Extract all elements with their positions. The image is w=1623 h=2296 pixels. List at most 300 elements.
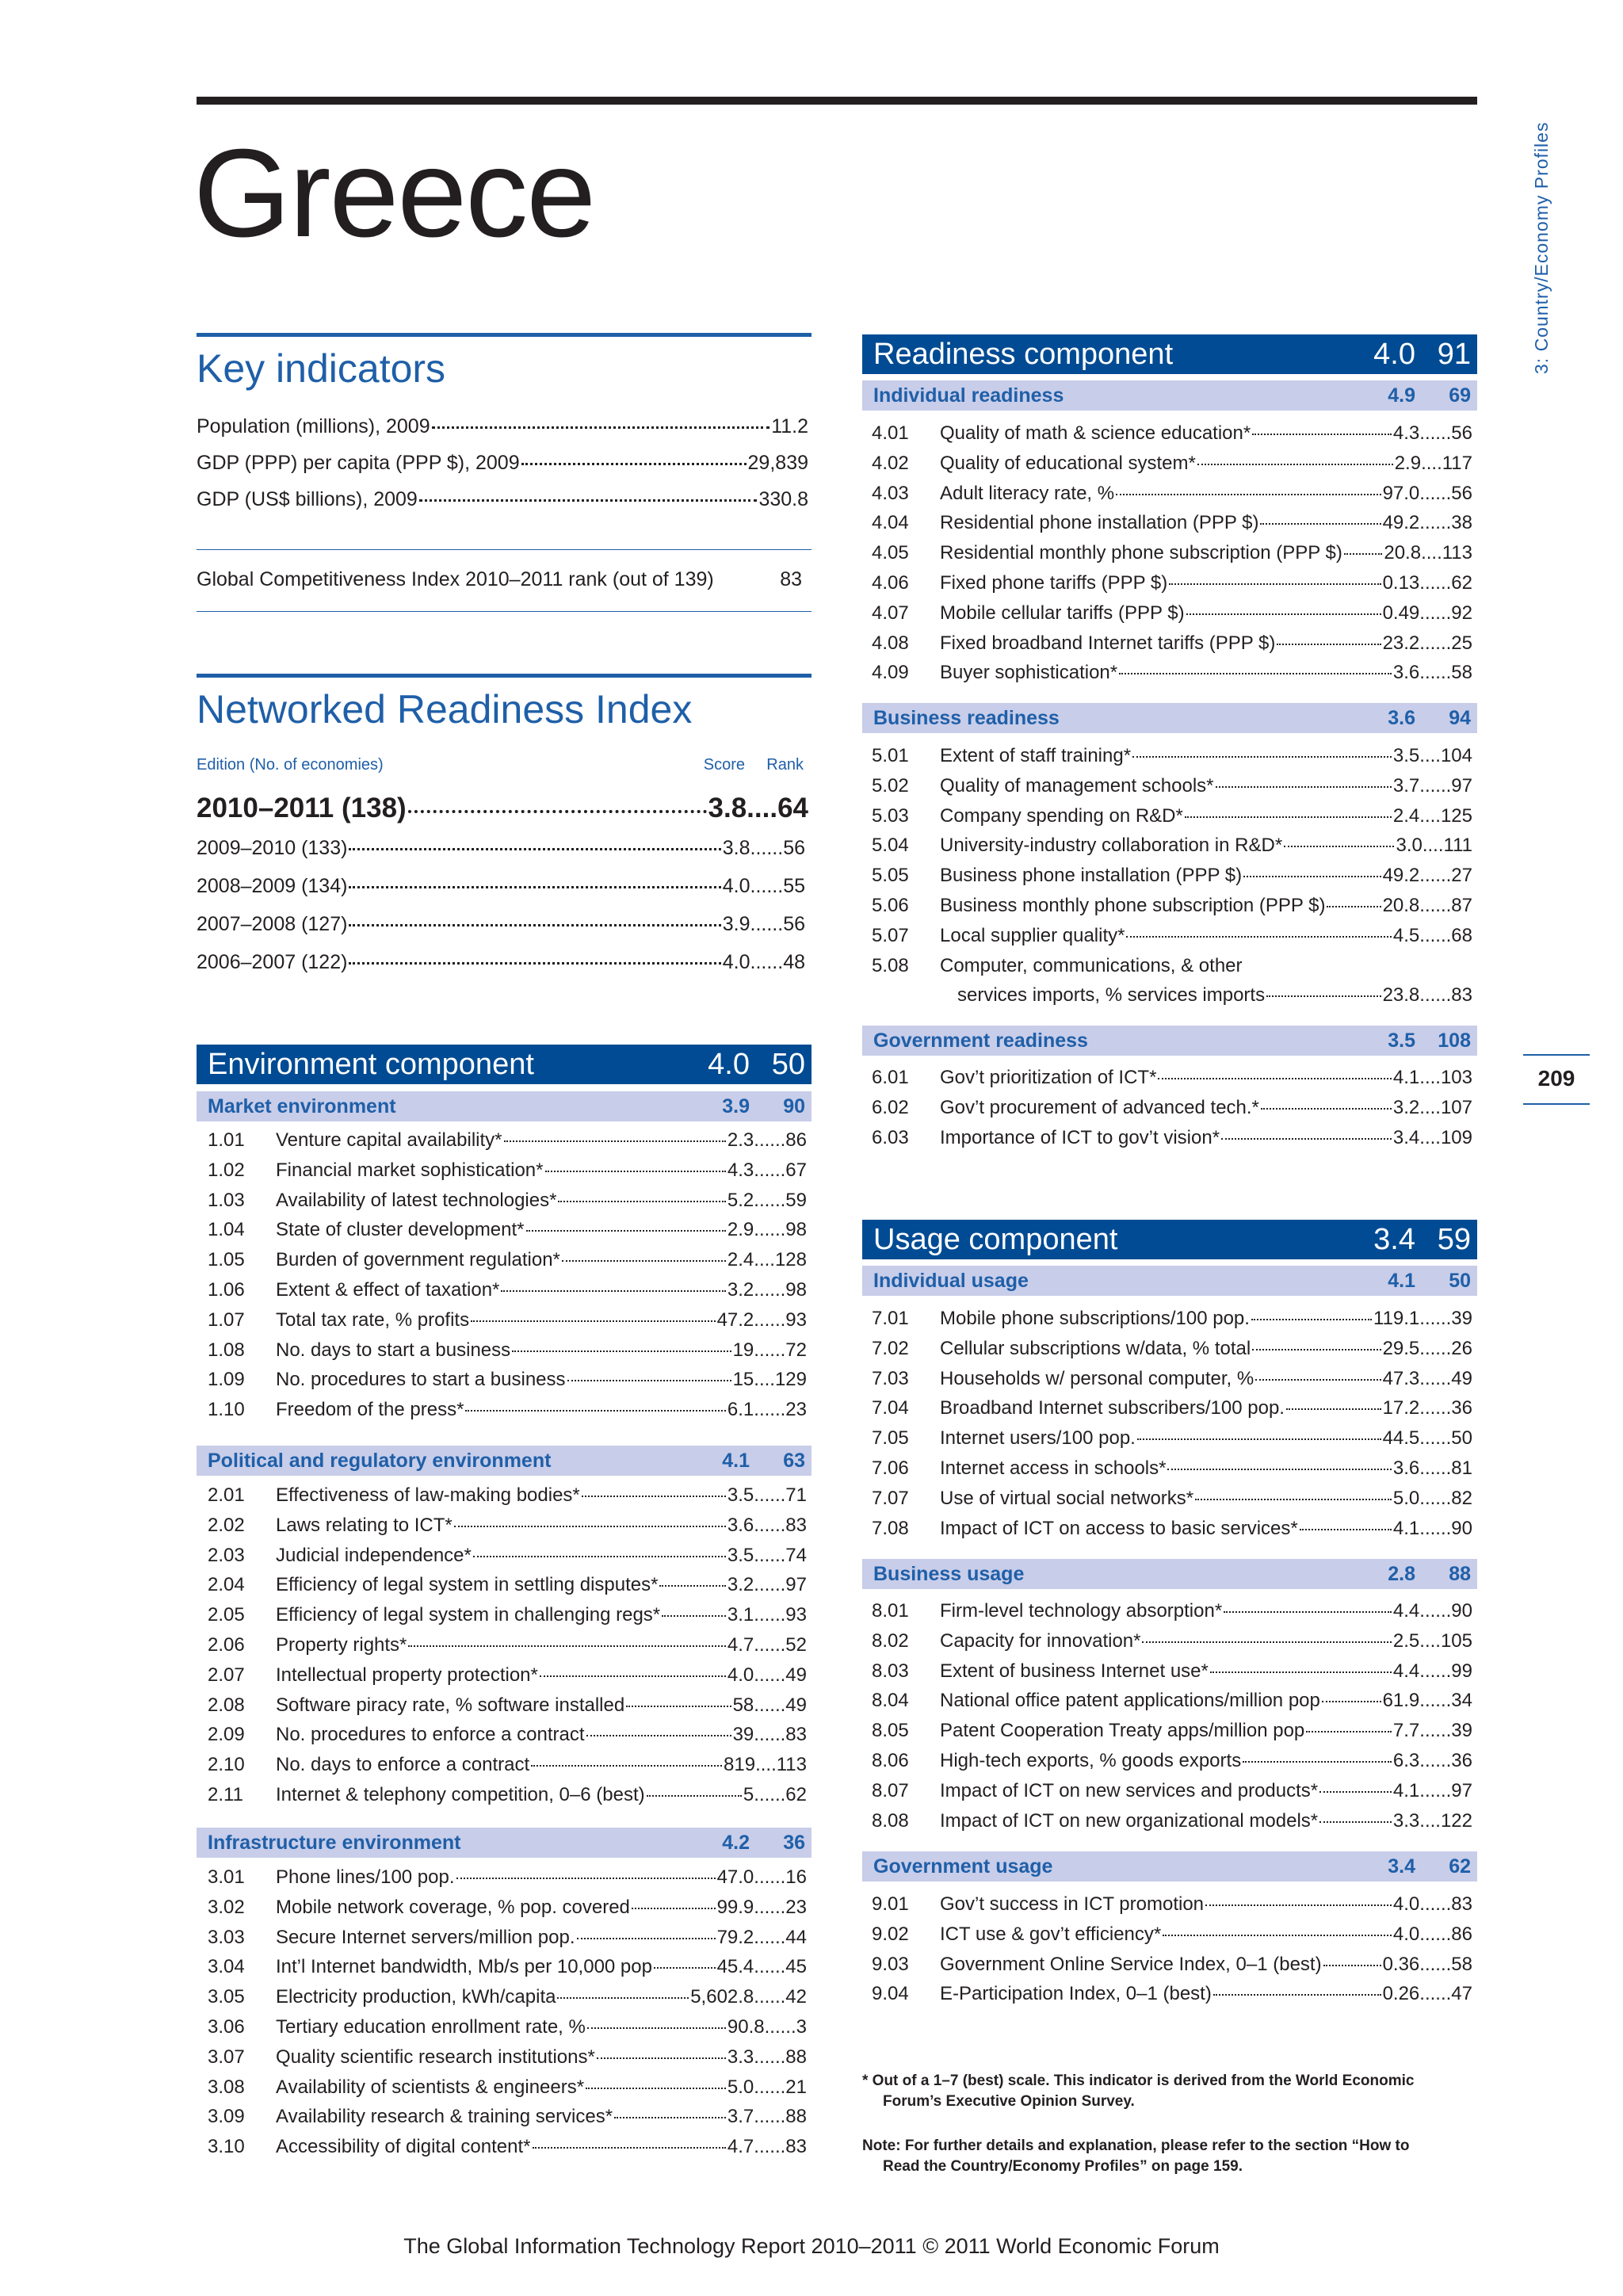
indicator-value: 3.6 <box>1392 662 1420 684</box>
indicator-number: 8.02 <box>872 1629 909 1652</box>
indicator-rank: 98 <box>785 1219 807 1241</box>
indicator-row <box>872 1954 1472 1976</box>
nri-edition: 2008–2009 (134) <box>197 875 348 897</box>
indicator-number: 8.01 <box>872 1600 909 1622</box>
government-readiness <box>862 1026 1477 1056</box>
leader-dots <box>558 1201 725 1202</box>
indicator-row <box>872 1660 1472 1683</box>
indicator-row <box>872 1308 1472 1330</box>
indicator-value: 19 <box>732 1339 754 1361</box>
leader-dots <box>1205 1904 1392 1906</box>
leader-dots <box>1243 1761 1392 1763</box>
indicator-rank: 93 <box>785 1604 807 1626</box>
indicator-label: E-Participation Index, 0–1 (best) <box>940 1983 1212 2005</box>
leader-dots <box>1327 906 1381 907</box>
indicator-row <box>872 453 1472 475</box>
nri-score: 4.0 <box>722 875 750 897</box>
leader-dots: ...... <box>1419 632 1452 654</box>
indicator-rank: 26 <box>1451 1337 1472 1359</box>
indicator-rank: 99 <box>1451 1660 1472 1682</box>
leader-dots: ...... <box>754 2106 786 2128</box>
indicator-rank: 59 <box>785 1189 807 1211</box>
indicator-row <box>872 1518 1472 1540</box>
indicator-value: 23.8 <box>1382 984 1420 1007</box>
indicator-label: Gov’t procurement of advanced tech.* <box>940 1096 1259 1118</box>
nri-edition: 2006–2007 (122) <box>197 951 348 973</box>
nri-current-edition: 2010–2011 (138) <box>197 793 407 823</box>
leader-dots <box>1344 553 1383 555</box>
indicator-row <box>872 775 1472 797</box>
indicator-value: 6.1 <box>727 1399 754 1421</box>
indicator-rank: 86 <box>785 1129 807 1151</box>
indicator-rank: 16 <box>785 1866 807 1888</box>
leader-dots <box>504 1140 726 1142</box>
indicator-row <box>872 1600 1472 1622</box>
indicator-rank: 74 <box>785 1544 807 1566</box>
indicator-rank: 117 <box>1442 452 1472 474</box>
indicator-label-continued: services imports, % services imports <box>957 984 1266 1007</box>
leader-dots: ...... <box>1419 1660 1452 1682</box>
indicator-label: Financial market sophistication* <box>276 1159 544 1181</box>
leader-dots: ...... <box>1419 1983 1452 2005</box>
indicator-label: University-industry collaboration in R&D* <box>940 835 1283 857</box>
indicator-number: 5.03 <box>872 804 909 827</box>
indicator-rank: 67 <box>785 1159 807 1181</box>
indicator-value: 3.3 <box>1392 1809 1420 1832</box>
indicator-row <box>872 1397 1472 1419</box>
leader-dots: ...... <box>764 2016 796 2038</box>
indicator-label: Electricity production, kWh/capita <box>276 1986 556 2008</box>
indicator-row <box>872 1067 1472 1089</box>
indicator-rank: 83 <box>785 1724 807 1746</box>
key-indicator-row <box>197 452 808 475</box>
leader-dots: ...... <box>754 1399 786 1421</box>
indicator-number: 9.01 <box>872 1893 909 1915</box>
environment-component-score: 4.0 <box>708 1047 750 1081</box>
leader-dots <box>540 1675 726 1677</box>
individual-readiness <box>862 380 1477 411</box>
indicator-row <box>208 1399 807 1421</box>
leader-dots: ...... <box>1419 1517 1452 1539</box>
indicator-label: Computer, communications, & other <box>940 954 1243 976</box>
indicator-label: Availability research & training services* <box>276 2106 613 2128</box>
indicator-value: 3.7 <box>727 2106 754 2128</box>
indicator-label: Secure Internet servers/million pop. <box>276 1926 575 1948</box>
nri-history-row <box>197 837 808 860</box>
indicator-number: 5.07 <box>872 924 909 946</box>
leader-dots <box>647 1795 742 1797</box>
indicator-value: 3.2 <box>727 1574 754 1596</box>
indicator-value: 3.4 <box>1392 1126 1420 1148</box>
leader-dots: ...... <box>1419 1397 1452 1419</box>
indicator-rank: 62 <box>785 1784 807 1805</box>
indicator-rank: 49 <box>1451 1367 1472 1389</box>
indicator-value: 0.49 <box>1382 602 1420 624</box>
indicator-rank: 36 <box>1451 1397 1472 1419</box>
leader-dots: ...... <box>1419 895 1452 916</box>
infrastructure-environment-title: Infrastructure environment <box>208 1831 461 1854</box>
indicator-rank: 44 <box>785 1926 807 1948</box>
indicator-number: 1.09 <box>208 1369 245 1391</box>
indicator-row-continued <box>957 984 1472 1007</box>
indicator-number: 8.03 <box>872 1660 909 1682</box>
indicator-label: Quality of management schools* <box>940 774 1214 797</box>
indicator-number: 7.08 <box>872 1517 909 1539</box>
indicator-label: Capacity for innovation* <box>940 1629 1141 1652</box>
indicator-value: 3.5 <box>727 1544 754 1566</box>
indicator-row <box>208 1574 807 1596</box>
leader-dots <box>501 1290 726 1292</box>
indicator-label: Mobile cellular tariffs (PPP $) <box>940 602 1185 624</box>
individual-readiness-rank: 69 <box>1449 384 1471 407</box>
indicator-value: 4.3 <box>727 1159 754 1181</box>
leader-dots: .... <box>1419 804 1441 827</box>
key-indicator-row <box>197 415 808 438</box>
leader-dots: ...... <box>754 1694 786 1716</box>
environment-component-rank: 50 <box>771 1047 805 1081</box>
indicator-value: 4.1 <box>1392 1067 1420 1088</box>
indicator-number: 7.01 <box>872 1308 909 1329</box>
indicator-label: Gov’t success in ICT promotion <box>940 1893 1205 1915</box>
indicator-value: 3.5 <box>1392 745 1420 766</box>
individual-usage-title: Individual usage <box>873 1269 1029 1292</box>
indicator-label: Accessibility of digital content* <box>276 2136 531 2158</box>
leader-dots <box>533 2147 726 2149</box>
leader-dots: .... <box>1419 745 1441 766</box>
leader-dots <box>454 1526 726 1527</box>
indicator-value: 0.26 <box>1382 1983 1420 2005</box>
indicator-value: 7.7 <box>1392 1720 1420 1742</box>
gci-label: Global Competitiveness Index 2010–2011 rank (out of 139) <box>197 568 714 590</box>
indicator-label: Internet access in schools* <box>940 1457 1167 1479</box>
usage-component-score: 3.4 <box>1373 1222 1415 1256</box>
indicator-number: 5.01 <box>872 745 909 766</box>
indicator-label: Fixed phone tariffs (PPP $) <box>940 572 1168 594</box>
indicator-label: Availability of scientists & engineers* <box>276 2076 585 2098</box>
indicator-rank: 105 <box>1440 1629 1472 1652</box>
indicator-label: Availability of latest technologies* <box>276 1189 557 1211</box>
indicator-rank: 23 <box>785 1399 807 1421</box>
leader-dots <box>1224 1611 1392 1613</box>
business-usage-rank: 88 <box>1449 1562 1471 1585</box>
indicator-label: Mobile network coverage, % pop. covered <box>276 1896 630 1918</box>
indicator-row <box>208 1369 807 1391</box>
gci-value: 83 <box>780 568 802 590</box>
indicator-row <box>872 1338 1472 1360</box>
indicator-number: 2.02 <box>208 1514 245 1536</box>
indicator-number: 6.01 <box>872 1067 909 1088</box>
indicator-number: 1.05 <box>208 1249 245 1271</box>
indicator-label: Impact of ICT on new services and products* <box>940 1779 1319 1801</box>
nri-col-edition: Edition (No. of economies) <box>197 756 384 774</box>
indicator-row <box>872 1097 1472 1119</box>
indicator-label: Tertiary education enrollment rate, % <box>276 2016 586 2038</box>
leader-dots: ...... <box>1419 865 1452 887</box>
indicator-rank: 128 <box>774 1249 807 1271</box>
indicator-number: 2.10 <box>208 1754 245 1776</box>
government-usage-score: 3.4 <box>1388 1855 1415 1878</box>
leader-dots <box>1126 936 1391 938</box>
further-note: Note: For further details and explanation, please refer to the section “How to Read the Country/Economy Profiles” on page 159. <box>862 2137 1410 2175</box>
indicator-row <box>208 1279 807 1301</box>
indicator-row <box>208 1694 807 1717</box>
leader-dots: ...... <box>754 1724 786 1746</box>
indicator-rank: 107 <box>1440 1096 1472 1118</box>
indicator-rank: 50 <box>1451 1427 1472 1450</box>
nri-rank: 48 <box>783 951 805 973</box>
indicator-number: 1.01 <box>208 1129 245 1151</box>
indicator-rank: 58 <box>1451 662 1472 684</box>
indicator-number: 3.10 <box>208 2136 245 2158</box>
indicator-value: 5.0 <box>727 2076 754 2098</box>
indicator-label: No. procedures to start a business <box>276 1369 566 1391</box>
leader-dots: ...... <box>1419 572 1452 594</box>
leader-dots: ...... <box>754 1159 786 1181</box>
indicator-row <box>872 662 1472 684</box>
indicator-label: Internet & telephony competition, 0–6 (best) <box>276 1784 645 1805</box>
business-usage-score: 2.8 <box>1388 1562 1415 1585</box>
leader-dots <box>512 1350 731 1352</box>
leader-dots <box>1186 613 1381 615</box>
leader-dots: ...... <box>754 1279 786 1301</box>
indicator-value: 2.4 <box>1392 804 1420 827</box>
indicator-rank: 23 <box>785 1896 807 1918</box>
indicator-label: Extent of staff training* <box>940 745 1132 766</box>
indicator-value: 47.2 <box>716 1308 754 1331</box>
indicator-label: Use of virtual social networks* <box>940 1487 1194 1509</box>
indicator-rank: 49 <box>785 1694 807 1716</box>
indicator-label: Gov’t prioritization of ICT* <box>940 1067 1157 1088</box>
indicator-rank: 83 <box>1451 984 1472 1007</box>
indicator-value: 4.4 <box>1392 1660 1420 1682</box>
indicator-number: 1.08 <box>208 1339 245 1361</box>
usage-component <box>862 1220 1477 1259</box>
indicator-label: Phone lines/100 pop. <box>276 1866 455 1888</box>
leader-dots <box>432 426 770 429</box>
indicator-label: Intellectual property protection* <box>276 1664 538 1686</box>
leader-dots <box>562 1260 726 1262</box>
indicator-number: 2.04 <box>208 1574 245 1596</box>
individual-readiness-score: 4.9 <box>1388 384 1415 407</box>
indicator-number: 3.07 <box>208 2046 245 2068</box>
leader-dots <box>408 810 707 813</box>
section-side-tab: 3: Country/Economy Profiles <box>1531 121 1552 374</box>
indicator-value: 119.1 <box>1373 1308 1420 1329</box>
indicator-value: 4.1 <box>1392 1517 1420 1539</box>
indicator-label: Judicial independence* <box>276 1544 472 1566</box>
indicator-number: 4.06 <box>872 572 909 594</box>
market-environment <box>197 1091 812 1121</box>
leader-dots <box>659 1585 725 1587</box>
indicator-number: 7.05 <box>872 1427 909 1450</box>
indicator-rank: 88 <box>785 2106 807 2128</box>
indicator-row <box>872 1427 1472 1450</box>
leader-dots <box>526 1230 726 1232</box>
indicator-row <box>872 1368 1472 1390</box>
indicator-number: 1.02 <box>208 1159 245 1181</box>
leader-dots <box>662 1615 726 1617</box>
leader-dots: .... <box>1421 542 1442 564</box>
indicator-row <box>872 1983 1472 2005</box>
indicator-rank: 58 <box>1451 1953 1472 1975</box>
indicator-row <box>872 422 1472 445</box>
indicator-value: 4.1 <box>1392 1779 1420 1801</box>
indicator-number: 4.02 <box>872 452 909 474</box>
indicator-label: Quality of educational system* <box>940 452 1196 474</box>
nri-edition: 2007–2008 (127) <box>197 913 348 935</box>
indicator-label: Venture capital availability* <box>276 1129 502 1151</box>
nri-history-row <box>197 951 808 974</box>
leader-dots <box>531 1765 722 1767</box>
nri-history-row <box>197 913 808 936</box>
indicator-value: 20.8 <box>1382 895 1420 916</box>
political-regulatory-environment-score: 4.1 <box>722 1449 750 1472</box>
indicator-value: 39 <box>732 1724 754 1746</box>
leader-dots <box>1300 1529 1392 1530</box>
indicator-rank: 39 <box>1451 1720 1472 1742</box>
indicator-number: 2.08 <box>208 1694 245 1716</box>
readiness-component-title: Readiness component <box>873 337 1174 371</box>
leader-dots: ...... <box>1419 1337 1452 1359</box>
leader-dots: ...... <box>1419 662 1452 684</box>
indicator-row <box>872 542 1472 564</box>
indicator-rank: 86 <box>1451 1923 1472 1945</box>
indicator-rank: 122 <box>1440 1809 1472 1832</box>
indicator-number: 7.04 <box>872 1397 909 1419</box>
indicator-number: 1.10 <box>208 1399 245 1421</box>
leader-dots: .... <box>1421 452 1442 474</box>
leader-dots: ...... <box>754 1926 786 1948</box>
indicator-row <box>872 745 1472 767</box>
leader-dots <box>1158 1078 1391 1079</box>
indicator-number: 6.03 <box>872 1126 909 1148</box>
nri-current-rank: 64 <box>777 793 808 823</box>
key-indicator-value: 330.8 <box>758 488 808 510</box>
leader-dots <box>1210 1671 1392 1673</box>
indicator-rank: 92 <box>1451 602 1472 624</box>
gci-rule-top <box>197 549 812 550</box>
indicator-label: ICT use & gov’t efficiency* <box>940 1923 1162 1945</box>
indicator-number: 7.06 <box>872 1457 909 1479</box>
nri-rank: 56 <box>783 837 805 859</box>
leader-dots: ...... <box>750 913 784 935</box>
indicator-label: Laws relating to ICT* <box>276 1514 453 1536</box>
page-footer: The Global Information Technology Report 2010–2011 © 2011 World Economic Forum <box>403 2234 1220 2258</box>
leader-dots <box>1119 673 1392 674</box>
indicator-value: 47.3 <box>1382 1367 1420 1389</box>
indicator-value: 3.7 <box>1392 774 1420 797</box>
indicator-rank: 3 <box>796 2016 807 2038</box>
indicator-number: 3.03 <box>208 1926 245 1948</box>
page-number-rule-top <box>1523 1054 1590 1056</box>
indicator-label: Adult literacy rate, % <box>940 482 1115 504</box>
government-usage-rank: 62 <box>1449 1855 1471 1878</box>
leader-dots: ...... <box>1419 1720 1452 1742</box>
indicator-label: Efficiency of legal system in settling disputes* <box>276 1574 659 1596</box>
indicator-row <box>872 1810 1472 1832</box>
indicator-rank: 113 <box>776 1754 807 1776</box>
indicator-number: 3.08 <box>208 2076 245 2098</box>
indicator-number: 1.07 <box>208 1308 245 1331</box>
indicator-row <box>208 1309 807 1331</box>
indicator-label: Fixed broadband Internet tariffs (PPP $) <box>940 632 1276 654</box>
indicator-row <box>872 805 1472 827</box>
indicator-number: 8.08 <box>872 1809 909 1832</box>
indicator-label: Patent Cooperation Treaty apps/million pop <box>940 1720 1305 1742</box>
page-title: Greece <box>193 124 595 263</box>
indicator-rank: 104 <box>1440 745 1472 766</box>
leader-dots <box>1167 1469 1391 1470</box>
indicator-label: Buyer sophistication* <box>940 662 1118 684</box>
leader-dots: ...... <box>1419 924 1452 946</box>
business-readiness-score: 3.6 <box>1388 706 1415 729</box>
indicator-row <box>208 1897 807 1919</box>
indicator-label: Mobile phone subscriptions/100 pop. <box>940 1308 1250 1329</box>
leader-dots <box>1319 1791 1392 1793</box>
indicator-rank: 68 <box>1451 924 1472 946</box>
indicator-rank: 113 <box>1442 542 1472 564</box>
indicator-value: 58 <box>732 1694 754 1716</box>
indicator-number: 2.03 <box>208 1544 245 1566</box>
indicator-row <box>208 1219 807 1241</box>
indicator-label: Property rights* <box>276 1634 407 1656</box>
leader-dots <box>349 848 720 850</box>
market-environment-rank: 90 <box>783 1095 805 1117</box>
indicator-number: 5.02 <box>872 774 909 797</box>
nri-current-row <box>197 793 808 824</box>
indicator-rank: 109 <box>1440 1126 1472 1148</box>
indicator-number: 3.02 <box>208 1896 245 1918</box>
indicator-number: 4.04 <box>872 512 909 534</box>
nri-rule <box>197 674 812 678</box>
nri-col-score: Score <box>703 756 745 774</box>
indicator-rank: 87 <box>1451 895 1472 916</box>
indicator-value: 47.0 <box>716 1866 754 1888</box>
indicator-label: Efficiency of legal system in challenging regs* <box>276 1604 661 1626</box>
readiness-component-score: 4.0 <box>1373 337 1415 371</box>
leader-dots <box>587 2027 726 2029</box>
indicator-rank: 42 <box>785 1986 807 2008</box>
indicator-value: 49.2 <box>1382 865 1420 887</box>
key-indicator-label: Population (millions), 2009 <box>197 415 430 437</box>
leader-dots <box>614 2117 726 2118</box>
indicator-rank: 88 <box>785 2046 807 2068</box>
indicator-rank: 98 <box>785 1279 807 1301</box>
indicator-rank: 83 <box>785 2136 807 2158</box>
leader-dots: ...... <box>754 2076 786 2098</box>
indicator-row <box>872 955 1243 977</box>
nri-current-score: 3.8 <box>708 793 747 823</box>
indicator-label: Extent of business Internet use* <box>940 1660 1209 1682</box>
indicator-number: 6.02 <box>872 1096 909 1118</box>
indicator-value: 17.2 <box>1382 1397 1420 1419</box>
leader-dots: ...... <box>754 1664 786 1686</box>
indicator-label: Residential monthly phone subscription (PPP $) <box>940 542 1342 564</box>
indicator-value: 90.8 <box>727 2016 765 2038</box>
indicator-rank: 62 <box>1451 572 1472 594</box>
indicator-number: 8.04 <box>872 1690 909 1712</box>
indicator-rank: 97 <box>785 1574 807 1596</box>
indicator-row <box>208 2106 807 2128</box>
leader-dots <box>1221 1138 1392 1140</box>
indicator-number: 5.06 <box>872 895 909 916</box>
indicator-label: Impact of ICT on access to basic services* <box>940 1517 1298 1539</box>
indicator-number: 9.03 <box>872 1953 909 1975</box>
government-usage-title: Government usage <box>873 1855 1053 1878</box>
indicator-rank: 38 <box>1451 512 1472 534</box>
individual-usage-score: 4.1 <box>1388 1269 1415 1292</box>
indicator-label: National office patent applications/million pop <box>940 1690 1320 1712</box>
